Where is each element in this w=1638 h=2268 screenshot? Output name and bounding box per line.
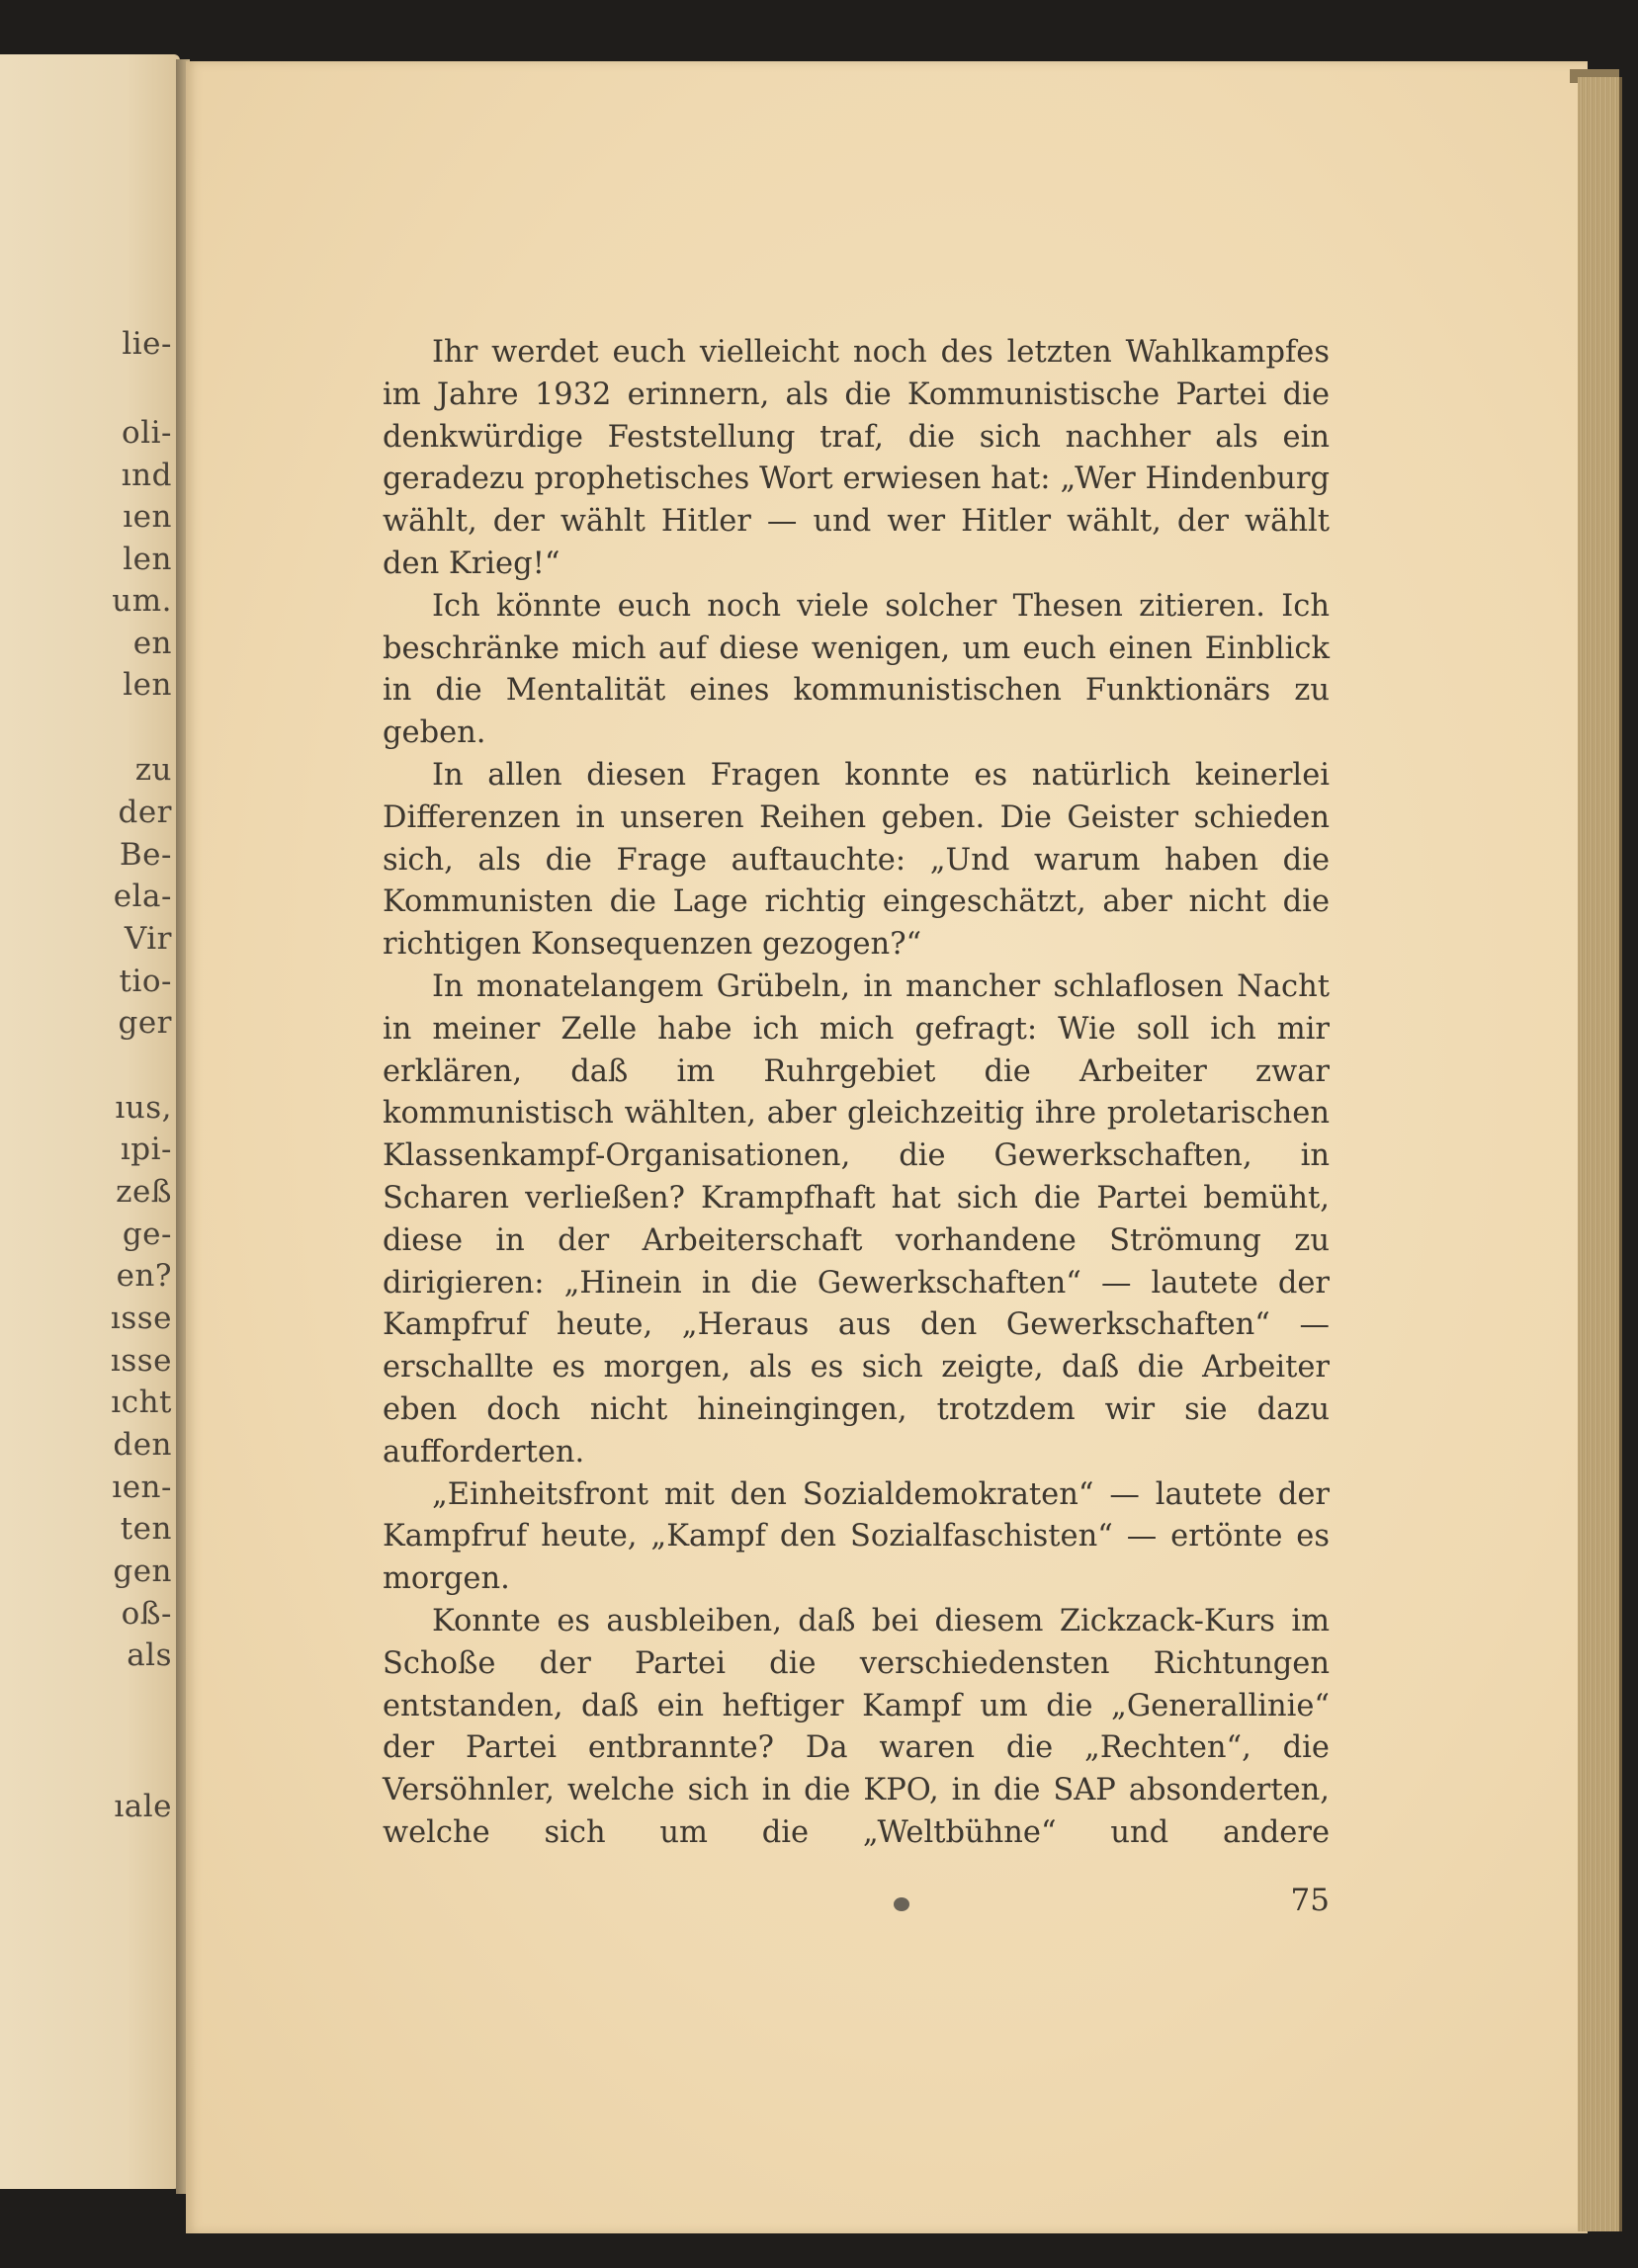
left-page-fragment: um.: [112, 583, 172, 619]
left-page-fragment: ger: [118, 1005, 172, 1041]
left-page-fragment: lie-: [122, 326, 172, 362]
left-page-fragment: Be-: [119, 837, 172, 873]
paragraph-5: „Einheitsfront mit den Sozialdemokraten“ — lautete der Kampfruf heute, „Kampf den Sozialfaschisten“ — ertönte es morgen.: [383, 1476, 1330, 1597]
left-page-fragment: len: [123, 542, 172, 577]
left-page-fragment: ıpi-: [120, 1132, 172, 1167]
left-page-fragment: ıen: [123, 499, 172, 535]
left-page-fragment: zu: [134, 752, 172, 788]
left-page-fragment: ınd: [121, 458, 172, 493]
paragraph-3: In allen diesen Fragen konnte es natürlich keinerlei Differenzen in unseren Reihen geben. Die Geister schieden sich, als die Frage auftauchte: „Und warum haben die Kommunisten die Lage richtig eingeschätzt, aber nicht die richtigen Konsequenzen gezogen?“: [383, 757, 1330, 963]
left-page-fragment: len: [123, 667, 172, 703]
left-page-fragment: ısse: [110, 1343, 172, 1379]
left-page-fragment: en: [132, 626, 172, 661]
left-page-fragment: ge-: [122, 1217, 172, 1252]
left-page-fragment: oli-: [122, 415, 172, 451]
left-page-fragment: gen: [113, 1554, 172, 1589]
page-number: 75: [1290, 1883, 1330, 1918]
paragraph-4: In monatelangem Grübeln, in mancher schlaflosen Nacht in meiner Zelle habe ich mich gefragt: Wie soll ich mir erklären, daß im Ruhrgebiet die Arbeiter zwar kommunistisch wählten, aber gleichzeitig ihre proletarischen Klassenkampf-Organisationen, die Gewerkschaften, in Scharen verließen? Krampfhaft hat sich die Partei bemüht, diese in der Arbeiterschaft vorhandene Strömung zu dirigieren: „Hinein in die Gewerkschaften“ — lautete der Kampfruf heute, „Heraus aus den Gewerkschaften“ — erschallte es morgen, als es sich zeigte, daß die Arbeiter eben doch nicht hineingingen, trotzdem wir sie dazu aufforderten.: [383, 968, 1330, 1470]
paragraph-2: Ich könnte euch noch viele solcher Thesen zitieren. Ich beschränke mich auf diese wenigen, um euch einen Einblick in die Mentalität eines kommunistischen Funktionärs zu geben.: [383, 588, 1330, 751]
left-page-fragment: ıus,: [115, 1090, 172, 1126]
left-page-fragment: ten: [120, 1511, 172, 1547]
left-page-fragment: der: [118, 795, 172, 830]
left-page-fragment: ıcht: [111, 1385, 172, 1420]
left-page-fragment: Vir: [124, 921, 172, 957]
paragraph-6: Konnte es ausbleiben, daß bei diesem Zickzack-Kurs im Schoße der Partei die verschiedensten Richtungen entstanden, daß ein heftiger Kampf um die „Generallinie“ der Partei entbrannte? Da waren die „Rechten“, die Versöhnler, welche sich in die KPO, in die SAP absonderten, welche sich um die „Weltbühne“ und andere: [383, 1603, 1330, 1850]
left-page-fragment: ela-: [113, 879, 172, 914]
left-page-fragment: ıen-: [112, 1470, 172, 1505]
left-page-fragment: zeß: [116, 1174, 172, 1210]
left-page-fragment: ısse: [110, 1301, 172, 1336]
page-edges: [1578, 77, 1622, 2231]
left-page-fragment: tio-: [119, 964, 172, 999]
left-page-fragment: ıale: [114, 1789, 172, 1824]
left-page-fragment: oß-: [121, 1596, 172, 1632]
left-page-fragment: den: [113, 1427, 172, 1463]
paragraph-1: Ihr werdet euch vielleicht noch des letzten Wahlkampfes im Jahre 1932 erinnern, als die Kommunistische Partei die denkwürdige Feststellung traf, die sich nachher als ein geradezu prophetisches Wort erwiesen hat: „Wer Hindenburg wählt, der wählt Hitler — und wer Hitler wählt, der wählt den Krieg!“: [383, 335, 1330, 581]
left-page-fragment: en?: [116, 1258, 172, 1294]
left-page-fragment: als: [127, 1638, 172, 1673]
ink-stain: [894, 1897, 909, 1911]
body-text: [383, 332, 1330, 1855]
left-facing-page: [0, 54, 180, 2189]
